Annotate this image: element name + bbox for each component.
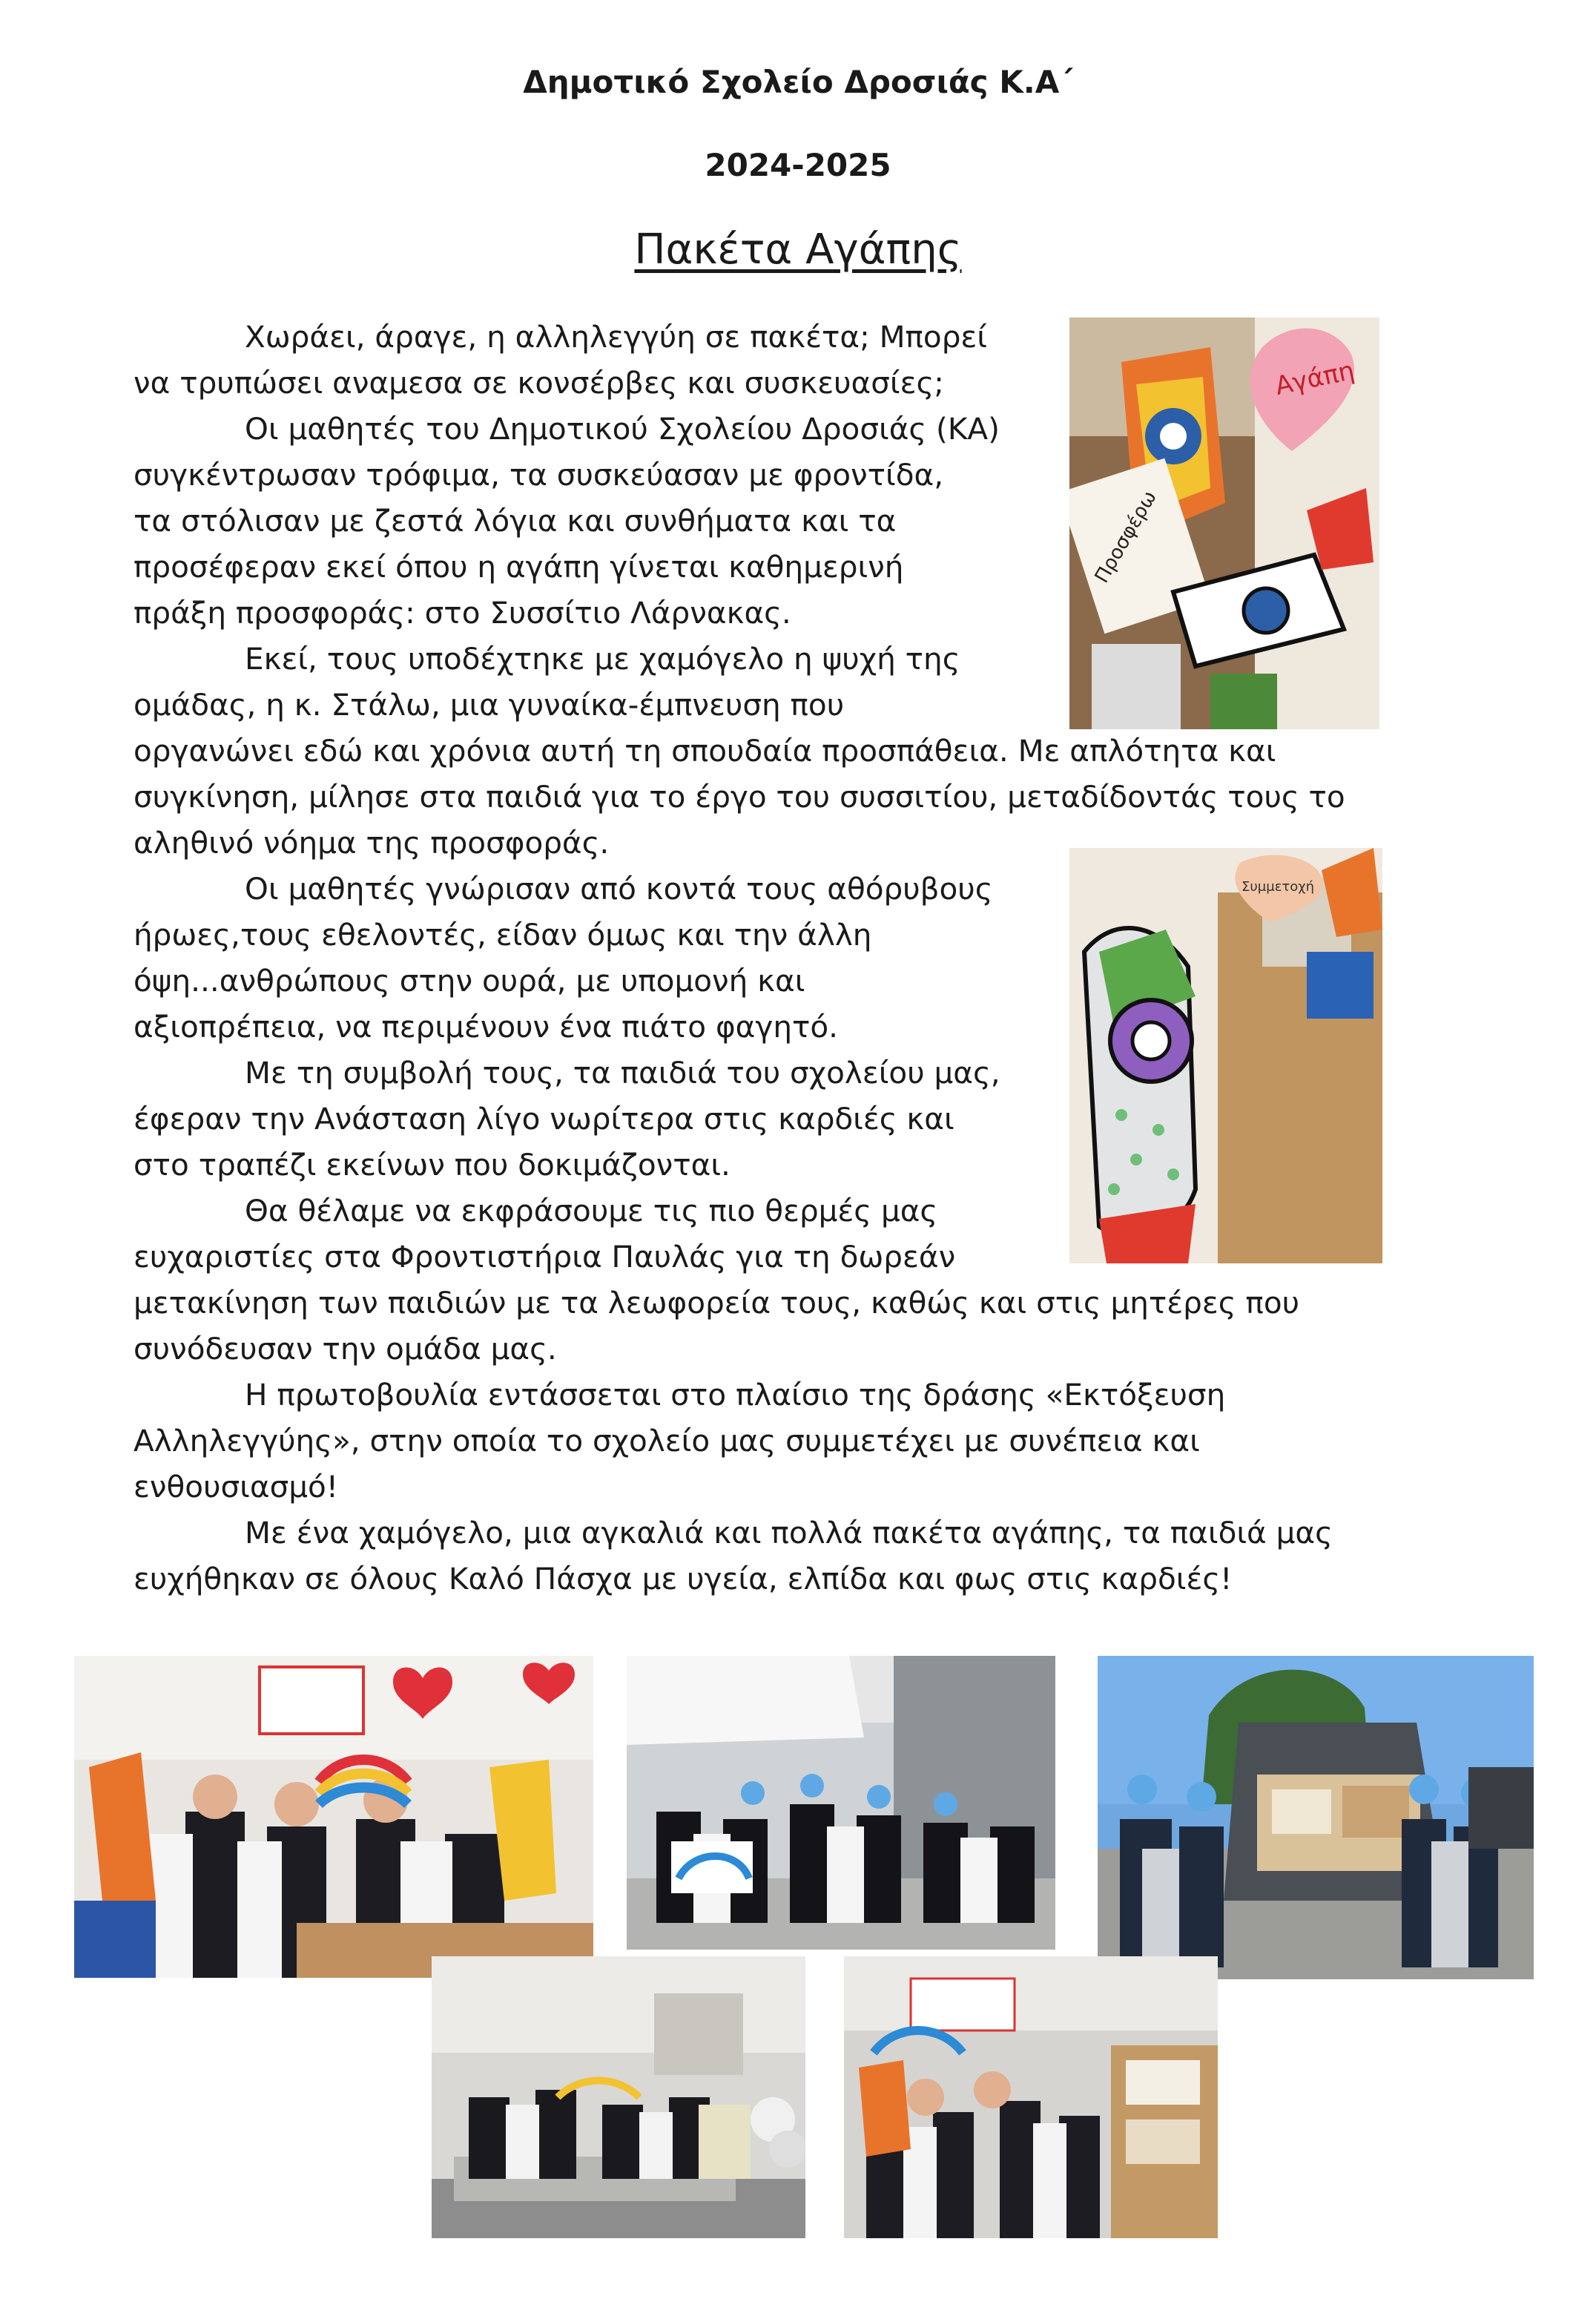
text-line: αξιοπρέπεια, να περιμένουν ένα πιάτο φαγητό. bbox=[133, 1009, 839, 1045]
text-line: προσέφεραν εκεί όπου η αγάπη γίνεται καθημερινή bbox=[133, 549, 904, 585]
handwritten-symmetoxi: Συμμετοχή bbox=[1241, 879, 1315, 895]
photo-group-in-kitchen bbox=[432, 1956, 805, 2238]
text-line: αληθινό νόημα της προσφοράς. bbox=[133, 825, 610, 861]
photo-students-with-crafts bbox=[74, 1656, 593, 1978]
text-line: Εκεί, τους υποδέχτηκε με χαμόγελο η ψυχή της bbox=[245, 641, 960, 677]
photo-students-with-boxes bbox=[844, 1956, 1218, 2238]
text-line: Αλληλεγγύης», στην οποία το σχολείο μας συμμετέχει με συνέπεια και bbox=[133, 1423, 1200, 1459]
handwritten-agapi: Αγάπη bbox=[1272, 355, 1357, 401]
paragraph-block-3 bbox=[133, 866, 1000, 1280]
article-title: Πακέτα Αγάπης bbox=[634, 226, 962, 274]
text-line: στο τραπέζι εκείνων που δοκιμάζονται. bbox=[133, 1147, 731, 1183]
text-line: ευχαριστίες στα Φροντιστήρια Παυλάς για τη δωρεάν bbox=[133, 1239, 956, 1275]
text-line: ευχήθηκαν σε όλους Καλό Πάσχα με υγεία, ελπίδα και φως στις καρδιές! bbox=[133, 1561, 1233, 1596]
text-line: Θα θέλαμε να εκφράσουμε τις πιο θερμές μας bbox=[245, 1193, 938, 1229]
text-line: ομάδας, η κ. Στάλω, μια γυναίκα-έμπνευση που bbox=[133, 687, 845, 723]
text-line: Χωράει, άραγε, η αλληλεγγύη σε πακέτα; Μπορεί bbox=[245, 319, 988, 355]
photo-students-by-car bbox=[1098, 1656, 1534, 1979]
text-line: συνόδευσαν την ομάδα μας. bbox=[133, 1331, 557, 1367]
handwritten-prosfero: Προσφέρω bbox=[1090, 487, 1161, 588]
text-line: να τρυπώσει αναμεσα σε κονσέρβες και συσκευασίες; bbox=[133, 365, 944, 401]
text-line: συγκέντρωσαν τρόφιμα, τα συσκεύασαν με φροντίδα, bbox=[133, 457, 944, 493]
text-line: ενθουσιασμό! bbox=[133, 1469, 339, 1504]
text-line: τα στόλισαν με ζεστά λόγια και συνθήματα και τα bbox=[133, 503, 897, 539]
paragraph-block-4 bbox=[133, 1280, 1333, 1602]
text-line: ήρωες,τους εθελοντές, είδαν όμως και την άλλη bbox=[133, 917, 872, 953]
paragraph-block-1 bbox=[133, 314, 1000, 728]
school-name: Δημοτικό Σχολείο Δροσιάς Κ.Α΄ bbox=[523, 64, 1073, 100]
text-line: Με τη συμβολή τους, τα παιδιά του σχολείου μας, bbox=[245, 1055, 1000, 1091]
text-line: Η πρωτοβουλία εντάσσεται στο πλαίσιο της δράσης «Εκτόξευση bbox=[245, 1377, 1226, 1413]
photo-rocket-bag bbox=[1069, 848, 1382, 1263]
text-line: οργανώνει εδώ και χρόνια αυτή τη σπουδαία προσπάθεια. Με απλότητα και bbox=[133, 733, 1276, 769]
paragraph-block-2 bbox=[133, 728, 1345, 866]
text-line: μετακίνηση των παιδιών με τα λεωφορεία τους, καθώς και στις μητέρες που bbox=[133, 1285, 1300, 1321]
text-line: Οι μαθητές του Δημοτικού Σχολείου Δροσιάς (ΚΑ) bbox=[245, 411, 1000, 447]
text-line: Οι μαθητές γνώρισαν από κοντά τους αθόρυβους bbox=[245, 871, 993, 907]
photo-students-outside-building bbox=[627, 1656, 1055, 1950]
text-line: συγκίνηση, μίλησε στα παιδιά για το έργο του συσσιτίου, μεταδίδοντάς τους το bbox=[133, 779, 1345, 815]
text-line: έφεραν την Ανάσταση λίγο νωρίτερα στις καρδιές και bbox=[133, 1101, 954, 1137]
text-line: πράξη προσφοράς: στο Συσσίτιο Λάρνακας. bbox=[133, 595, 791, 631]
text-line: Με ένα χαμόγελο, μια αγκαλιά και πολλά πακέτα αγάπης, τα παιδιά μας bbox=[245, 1515, 1333, 1550]
text-line: όψη...ανθρώπους στην ουρά, με υπομονή και bbox=[133, 963, 805, 999]
photo-rocket-crafts bbox=[1069, 318, 1379, 729]
school-year: 2024-2025 bbox=[705, 147, 891, 183]
